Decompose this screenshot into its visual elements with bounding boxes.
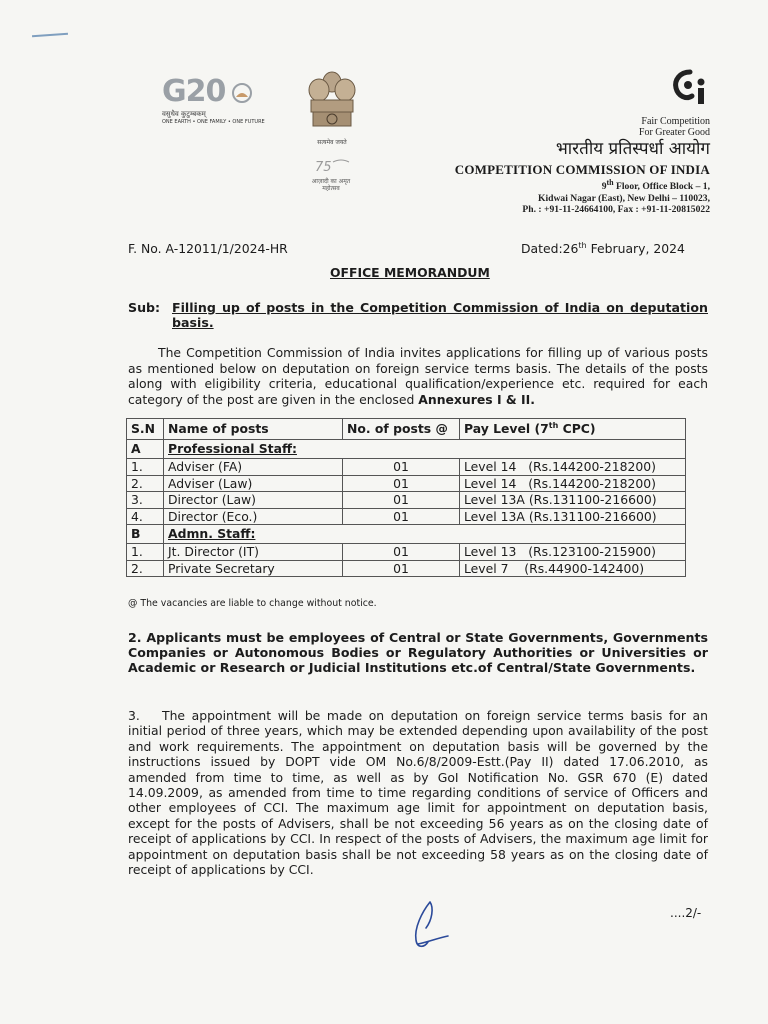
cell-sn: 1. (127, 459, 164, 476)
tagline-line-1: Fair Competition (641, 116, 710, 127)
cell-post-name: Director (Law) (164, 492, 343, 509)
cell-post-name: Director (Eco.) (164, 508, 343, 525)
paragraph-2: 2. Applicants must be employees of Central or State Governments, Governments Companies or Autonomous Bodies or Regulatory Authorities or Universities or Academic or Research or Judicial Institutions etc.of Central/State Governments. (128, 630, 708, 676)
cell-no-of-posts: 01 (343, 508, 460, 525)
azadi-75-icon (311, 158, 351, 174)
category-code: A (127, 440, 164, 459)
org-address (522, 177, 710, 216)
table-row (127, 459, 686, 476)
table-row (127, 492, 686, 509)
category-code: B (127, 525, 164, 544)
cell-pay-level: Level 13A (Rs.131100-216600) (460, 508, 686, 525)
cell-no-of-posts: 01 (343, 560, 460, 577)
paragraph-3: 3. The appointment will be made on deputation on foreign service terms basis for an initial period of three years, which may be extended depending upon availability of the post and work requirements. The appointment on deputation basis will be governed by the instructions issued by DOPT vide OM No.6/8/2009-Estt.(Pay II) dated 17.06.2010, as amended from time to time, as well as by GoI Notification No. GSR 670 (E) dated 14.09.2009, as amended from time to time regarding conditions of service of Officers and other employees of CCI. The maximum age limit for appointment on deputation basis, except for the posts of Advisers, shall be not exceeding 56 years as on the closing date of receipt of applications by CCI. In respect of the posts of Advisers, the maximum age limit for appointment on deputation basis shall be not exceeding 58 years as on the closing date of receipt of applications by CCI. (128, 708, 708, 878)
cell-pay-level: Level 13A (Rs.131100-216600) (460, 492, 686, 509)
memo-date: Dated:26th February, 2024 (521, 240, 685, 256)
svg-text:75: 75 (315, 160, 332, 174)
category-row-a (127, 440, 686, 459)
tagline-line-2: For Greater Good (638, 127, 710, 138)
cell-post-name: Adviser (Law) (164, 475, 343, 492)
national-emblem (296, 70, 368, 146)
cell-no-of-posts: 01 (343, 459, 460, 476)
g20-tagline: ONE EARTH • ONE FAMILY • ONE FUTURE (162, 119, 265, 125)
emblem-motto: सत्यमेव जयते (317, 139, 347, 146)
posts-table (126, 418, 686, 577)
paragraph-number: 3. (128, 708, 140, 723)
address-line-1: 9th Floor, Office Block – 1, (601, 177, 710, 192)
cell-sn: 3. (127, 492, 164, 509)
table-row (127, 475, 686, 492)
category-row-b (127, 525, 686, 544)
lion-capital-icon (303, 70, 361, 132)
cell-no-of-posts: 01 (343, 475, 460, 492)
org-name-hindi: भारतीय प्रतिस्पर्धा आयोग (555, 139, 710, 159)
cell-no-of-posts: 01 (343, 492, 460, 509)
azadi-caption: आज़ादी का अमृत महोत्सव (311, 178, 351, 192)
cell-no-of-posts: 01 (343, 544, 460, 561)
cell-post-name: Private Secretary (164, 560, 343, 577)
address-line-2: Kidwai Nagar (East), New Delhi – 110023, (538, 192, 710, 204)
col-name-header: Name of posts (164, 419, 343, 440)
col-pay-header: Pay Level (7th CPC) (460, 419, 686, 440)
cell-sn: 1. (127, 544, 164, 561)
file-number: F. No. A-12011/1/2024-HR (128, 241, 288, 256)
g20-text: G20 (162, 74, 226, 109)
cell-post-name: Jt. Director (IT) (164, 544, 343, 561)
table-row (127, 544, 686, 561)
paragraph-1: The Competition Commission of India invites applications for filling up of various posts as mentioned below on deputation on foreign service terms basis. The details of the posts along with eligibility criteria, educational qualification/experience etc. required for each category of the post are given in the enclosed Annexures I & II. (128, 345, 708, 407)
table-header-row (127, 419, 686, 440)
table-row (127, 508, 686, 525)
pen-stroke-mark (32, 33, 68, 38)
g20-wordmark (162, 74, 262, 109)
org-name-english: COMPETITION COMMISSION OF INDIA (454, 162, 710, 177)
cell-sn: 2. (127, 560, 164, 577)
g20-logo (162, 74, 265, 125)
subject-text: Filling up of posts in the Competition Commission of India on deputation basis. (172, 300, 708, 330)
annexures-reference: Annexures I & II. (418, 391, 535, 407)
page-continuation: ....2/- (670, 906, 702, 920)
cci-logo-icon (668, 68, 710, 108)
signature-initials (404, 898, 454, 954)
address-line-3: Ph. : +91-11-24664100, Fax : +91-11-20815022 (522, 204, 710, 215)
category-name: Professional Staff: (164, 440, 686, 459)
col-no-header: No. of posts @ (343, 419, 460, 440)
cell-pay-level: Level 14 (Rs.144200-218200) (460, 459, 686, 476)
category-name: Admn. Staff: (164, 525, 686, 544)
lotus-globe-icon (231, 82, 253, 104)
cell-sn: 2. (127, 475, 164, 492)
azadi-amrit-mahotsav-logo (303, 158, 359, 192)
cell-pay-level: Level 13 (Rs.123100-215900) (460, 544, 686, 561)
cell-pay-level: Level 14 (Rs.144200-218200) (460, 475, 686, 492)
cell-sn: 4. (127, 508, 164, 525)
vacancy-note: @ The vacancies are liable to change without notice. (128, 598, 377, 609)
table-row (127, 560, 686, 577)
org-tagline (639, 116, 710, 138)
cell-post-name: Adviser (FA) (164, 459, 343, 476)
g20-hindi-motto: वसुधैव कुटुम्बकम् (162, 110, 206, 118)
col-sn-header: S.N (127, 419, 164, 440)
cell-pay-level: Level 7 (Rs.44900-142400) (460, 560, 686, 577)
memo-title: OFFICE MEMORANDUM (330, 265, 490, 280)
subject-label: Sub: (128, 300, 161, 315)
